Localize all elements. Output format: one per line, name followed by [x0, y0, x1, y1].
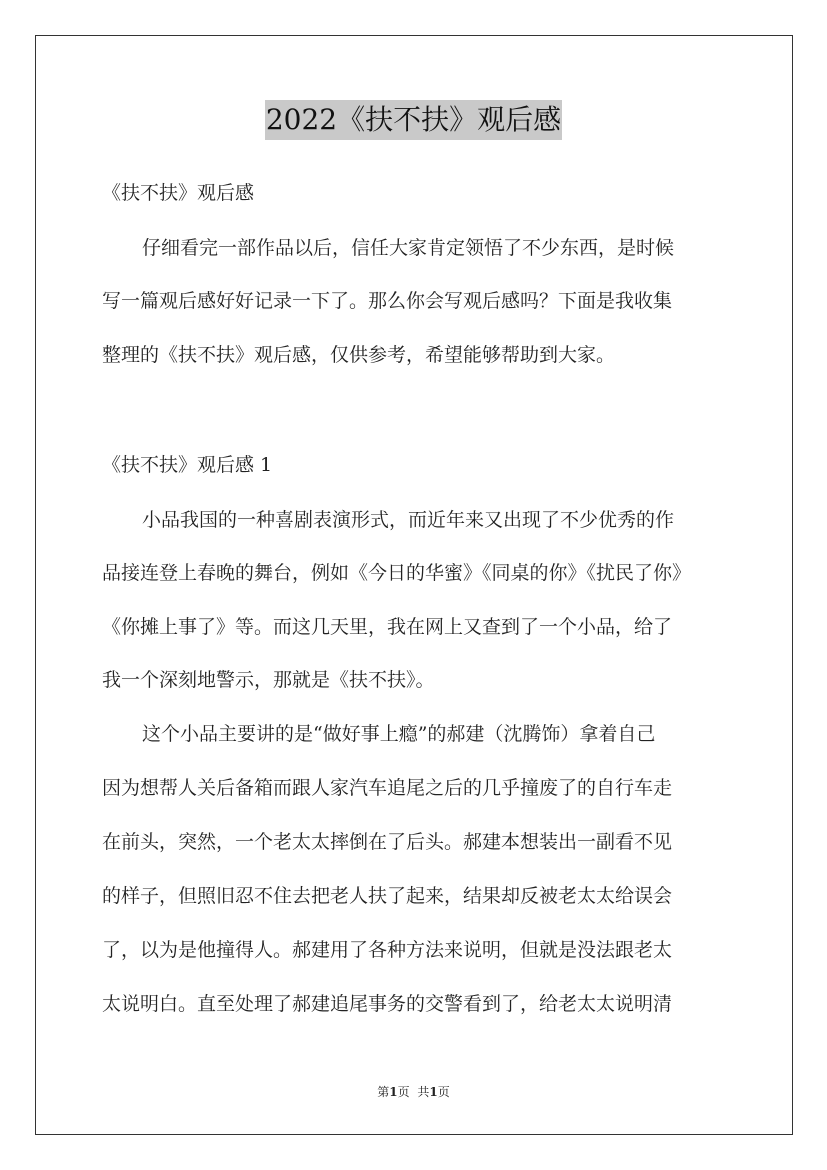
intro-line-2: 写一篇观后感好好记录一下了。那么你会写观后感吗？下面是我收集: [102, 290, 673, 312]
document-subtitle: 《扶不扶》观后感: [102, 182, 255, 204]
paragraph2-line-3: 在前头，突然，一个老太太摔倒在了后头。郝建本想装出一副看不见: [102, 831, 673, 853]
intro-line-3: 整理的《扶不扶》观后感，仅供参考，希望能够帮助到大家。: [102, 344, 616, 366]
footer-prefix: 第: [377, 1085, 390, 1099]
paragraph2-line-1: 这个小品主要讲的是“做好事上瘾”的郝建（沈腾饰）拿着自己: [142, 723, 656, 745]
intro-line-1: 仔细看完一部作品以后，信任大家肯定领悟了不少东西，是时候: [142, 237, 675, 259]
paragraph2-line-4: 的样子，但照旧忍不住去把老人扶了起来，结果却反被老太太给误会: [102, 885, 673, 907]
paragraph1-line-3: 《你摊上事了》等。而这几天里，我在网上又查到了一个小品，给了: [102, 616, 673, 638]
footer-page-suffix: 页: [397, 1085, 410, 1099]
title-container: [0, 100, 827, 140]
footer-total-suffix: 页: [437, 1085, 450, 1099]
paragraph2-line-2: 因为想帮人关后备箱而跟人家汽车追尾之后的几乎撞废了的自行车走: [102, 777, 673, 799]
paragraph1-line-1: 小品我国的一种喜剧表演形式，而近年来又出现了不少优秀的作: [142, 509, 675, 531]
paragraph1-line-2: 品接连登上春晚的舞台，例如《今日的华蜜》《同桌的你》《扰民了你》: [102, 562, 692, 584]
page-footer: [0, 1084, 827, 1100]
paragraph2-line-6: 太说明白。直至处理了郝建追尾事务的交警看到了，给老太太说明清: [102, 993, 673, 1015]
paragraph1-line-4: 我一个深刻地警示，那就是《扶不扶》。: [102, 669, 435, 691]
paragraph2-line-5: 了，以为是他撞得人。郝建用了各种方法来说明，但就是没法跟老太: [102, 939, 673, 961]
section-heading: 《扶不扶》观后感 1: [102, 454, 273, 476]
document-title: 2022《扶不扶》观后感: [265, 100, 562, 140]
footer-total-prefix: 共: [417, 1085, 430, 1099]
footer-page-number: 1: [389, 1085, 398, 1099]
footer-total-pages: 1: [429, 1085, 438, 1099]
